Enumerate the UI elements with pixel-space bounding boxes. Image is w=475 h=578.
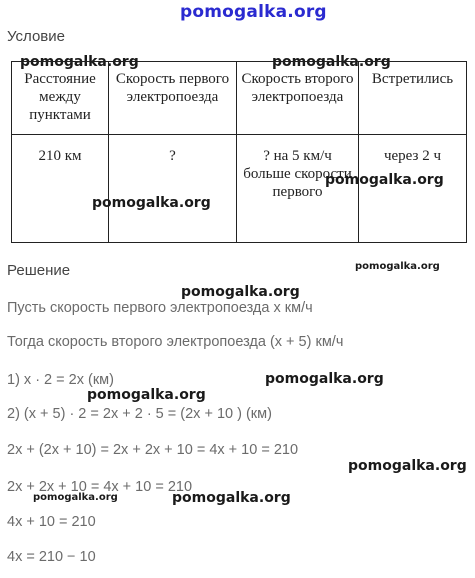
cell-speed-first: ? [109, 135, 237, 243]
watermark: pomogalka.org [265, 371, 384, 387]
solution-line: Тогда скорость второго электропоезда (x + 5) км/ч [7, 334, 344, 350]
solution-line: 2) (x + 5) · 2 = 2x + 2 · 5 = (2x + 10 ) (км) [7, 406, 272, 422]
site-watermark-top: pomogalka.org [180, 2, 327, 22]
table-row [12, 135, 467, 243]
watermark: pomogalka.org [87, 387, 206, 403]
header-distance: Расстояние между пунктами [12, 62, 109, 135]
condition-table [11, 61, 467, 243]
cell-distance: 210 км [12, 135, 109, 243]
solution-heading: Решение [7, 262, 71, 279]
watermark: pomogalka.org [20, 54, 139, 70]
watermark: pomogalka.org [325, 172, 444, 188]
cell-met: через 2 ч [359, 135, 467, 243]
watermark: pomogalka.org [172, 490, 291, 506]
table-header-row [12, 62, 467, 135]
solution-line: 1) x · 2 = 2x (км) [7, 372, 114, 388]
watermark: pomogalka.org [272, 54, 391, 70]
watermark: pomogalka.org [355, 261, 440, 272]
header-speed-second: Скорость второго электропоезда [237, 62, 359, 135]
watermark: pomogalka.org [348, 458, 467, 474]
solution-line: 2x + 2x + 10 = 4x + 10 = 210 [7, 479, 193, 495]
solution-line: Пусть скорость первого электропоезда x км/ч [7, 300, 313, 316]
header-speed-first: Скорость первого электропоезда [109, 62, 237, 135]
solution-line: 4x = 210 − 10 [7, 549, 96, 565]
solution-line: 4x + 10 = 210 [7, 514, 96, 530]
solution-line: 2x + (2x + 10) = 2x + 2x + 10 = 4x + 10 = 210 [7, 442, 299, 458]
header-met: Встретились [359, 62, 467, 135]
watermark: pomogalka.org [92, 195, 211, 211]
cell-speed-second: ? на 5 км/ч больше скорости первого [237, 135, 359, 243]
watermark: pomogalka.org [33, 492, 118, 503]
condition-heading: Условие [7, 28, 65, 45]
watermark: pomogalka.org [181, 284, 300, 300]
